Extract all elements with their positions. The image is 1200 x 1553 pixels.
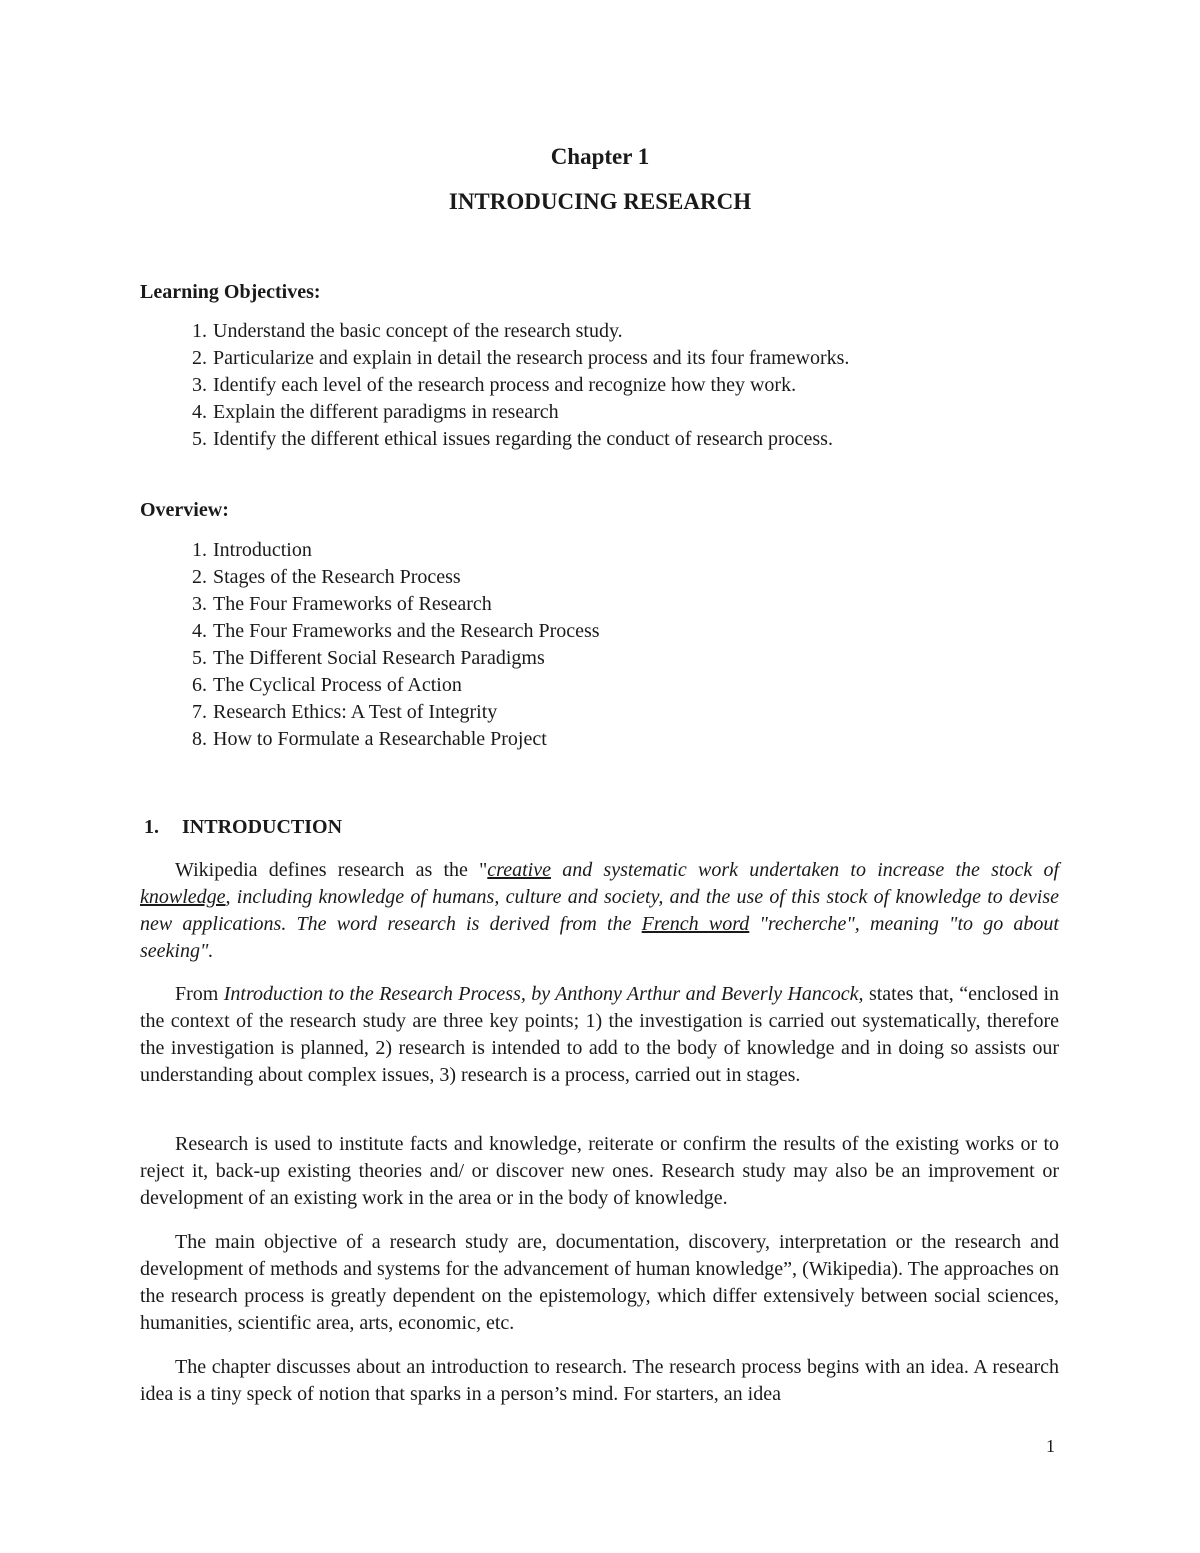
paragraph-arthur-hancock: From Introduction to the Research Process, by Anthony Arthur and Beverly Hancock, states that, “enclosed in the context of the research study are three key points; 1) the investigation is carried out systematically, therefore the investigation is planned, 2) research is intended to add to the body of knowledge and in doing so assists our understanding about complex issues, 3) research is a process, carried out in stages. <box>140 983 1060 1086</box>
list-item: 3. Identify each level of the research process and recognize how they work. <box>192 374 797 396</box>
link-knowledge[interactable]: knowledge <box>140 886 226 908</box>
list-item: 4. Explain the different paradigms in research <box>192 401 559 423</box>
link-creative[interactable]: creative <box>487 859 551 881</box>
chapter-label: Chapter 1 <box>550 144 650 169</box>
list-item: 2. Particularize and explain in detail the research process and its four frameworks. <box>192 347 850 369</box>
learning-objectives-heading: Learning Objectives: <box>140 281 321 303</box>
link-french-word[interactable]: French word <box>641 913 750 935</box>
list-item: 8. How to Formulate a Researchable Project <box>192 728 547 750</box>
list-item: 1. Understand the basic concept of the research study. <box>192 320 623 342</box>
page-number: 1 <box>1046 1436 1055 1456</box>
overview-list <box>140 537 600 753</box>
paragraph-wikipedia-definition: Wikipedia defines research as the "creative and systematic work undertaken to increase the stock of knowledge, including knowledge of humans, culture and society, and the use of this stock of knowledge to devise new applications. The word research is derived from the French word "recherche", meaning "to go about seeking". <box>140 859 1060 962</box>
list-item: 5. The Different Social Research Paradigms <box>192 647 545 669</box>
list-item: 3. The Four Frameworks of Research <box>192 593 492 615</box>
paragraph-main-objective: The main objective of a research study are, documentation, discovery, interpretation or the research and development of methods and systems for the advancement of human knowledge”, (Wikipedia). The approaches on the research process is greatly dependent on the epistemology, which differ extensively between social sciences, humanities, scientific area, arts, economic, etc. <box>140 1231 1059 1334</box>
overview-heading: Overview: <box>140 499 229 521</box>
list-item: 1. Introduction <box>192 539 312 561</box>
paragraph-chapter-discussion: The chapter discusses about an introduction to research. The research process begins with an idea. A research idea is a tiny speck of notion that sparks in a person’s mind. For starters, an idea <box>140 1356 1059 1405</box>
section-heading-introduction: 1. INTRODUCTION <box>144 816 343 838</box>
list-item: 6. The Cyclical Process of Action <box>192 674 462 696</box>
chapter-title: INTRODUCING RESEARCH <box>448 189 752 214</box>
list-item: 5. Identify the different ethical issues regarding the conduct of research process. <box>192 428 833 450</box>
list-item: 2. Stages of the Research Process <box>192 566 461 588</box>
list-item: 4. The Four Frameworks and the Research Process <box>192 620 600 642</box>
paragraph-research-use: Research is used to institute facts and knowledge, reiterate or confirm the results of the existing works or to reject it, back-up existing theories and/ or discover new ones. Research study may also be an improvement or development of an existing work in the area or in the body of knowledge. <box>140 1133 1059 1209</box>
list-item: 7. Research Ethics: A Test of Integrity <box>192 701 498 723</box>
learning-objectives-list <box>140 318 849 453</box>
